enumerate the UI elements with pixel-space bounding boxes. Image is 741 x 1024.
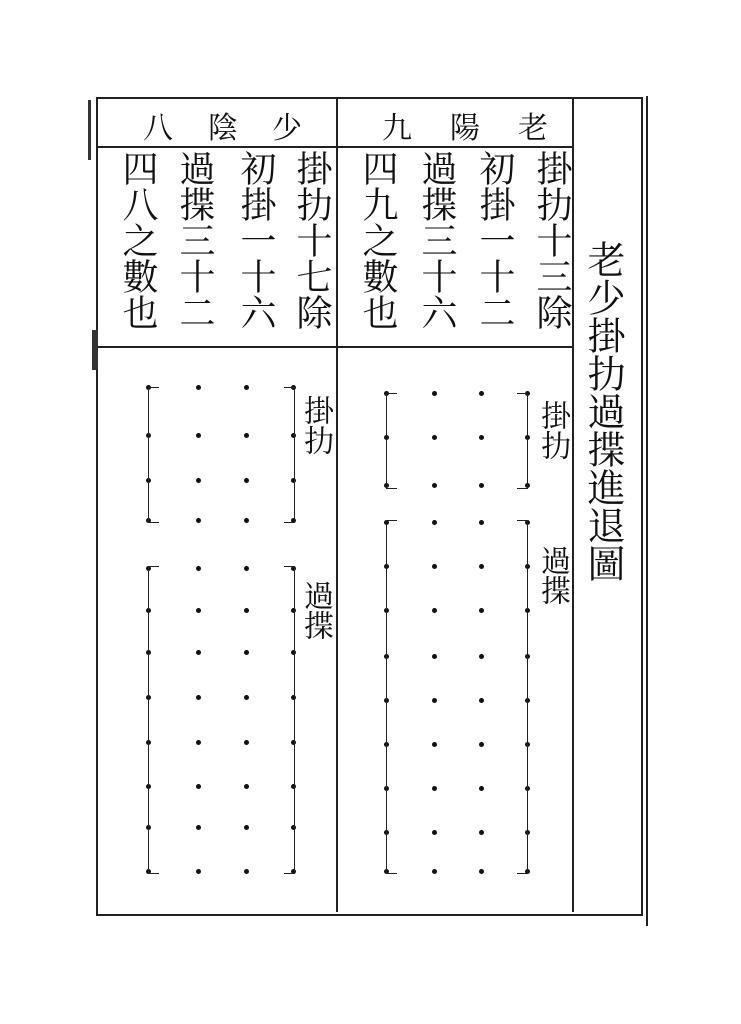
header-char: 老 bbox=[518, 111, 548, 146]
dot bbox=[479, 608, 484, 613]
text-column: 掛扐十三除 bbox=[531, 150, 572, 330]
text-column: 掛扐十七除 bbox=[291, 150, 332, 330]
bracket bbox=[386, 520, 397, 874]
dot bbox=[244, 433, 249, 438]
dot bbox=[244, 385, 249, 390]
text-column: 四九之數也 bbox=[357, 150, 398, 330]
gua-le-label: 掛扐 bbox=[298, 395, 333, 455]
dot bbox=[196, 433, 201, 438]
dot bbox=[196, 740, 201, 745]
header-char: 陽 bbox=[450, 111, 480, 146]
dot bbox=[479, 786, 484, 791]
dot bbox=[432, 742, 437, 747]
dot bbox=[432, 564, 437, 569]
dot bbox=[432, 435, 437, 440]
bracket bbox=[517, 393, 528, 489]
dot bbox=[479, 742, 484, 747]
dot bbox=[244, 740, 249, 745]
dot bbox=[479, 654, 484, 659]
margin-mark bbox=[92, 330, 98, 370]
dot bbox=[196, 566, 201, 571]
dot bbox=[196, 784, 201, 789]
dot bbox=[479, 564, 484, 569]
dot bbox=[432, 483, 437, 488]
dot bbox=[432, 654, 437, 659]
gua-le-label: 掛扐 bbox=[535, 400, 570, 460]
dot bbox=[432, 520, 437, 525]
dot bbox=[432, 391, 437, 396]
dot bbox=[244, 650, 249, 655]
bracket bbox=[148, 387, 159, 523]
header-char: 少 bbox=[272, 111, 302, 146]
guo-she-label: 過揲 bbox=[535, 545, 570, 605]
text-column: 初掛一十六 bbox=[235, 150, 276, 330]
dot bbox=[479, 869, 484, 874]
dot bbox=[432, 869, 437, 874]
dot bbox=[479, 435, 484, 440]
bracket bbox=[386, 393, 397, 489]
dot bbox=[432, 786, 437, 791]
text-column: 四八之數也 bbox=[117, 150, 158, 330]
side-title: 老少掛扐過揲進退圖 bbox=[581, 240, 625, 582]
margin-mark bbox=[88, 100, 91, 160]
dot bbox=[196, 695, 201, 700]
dot bbox=[196, 825, 201, 830]
dot bbox=[244, 869, 249, 874]
text-column: 過揲三十六 bbox=[416, 150, 457, 330]
dot bbox=[244, 695, 249, 700]
dot bbox=[196, 650, 201, 655]
dot bbox=[432, 698, 437, 703]
text-column: 初掛一十二 bbox=[474, 150, 515, 330]
dot bbox=[244, 566, 249, 571]
dot bbox=[479, 483, 484, 488]
dot bbox=[196, 518, 201, 523]
dot bbox=[244, 825, 249, 830]
bracket bbox=[517, 520, 528, 874]
dot bbox=[432, 608, 437, 613]
text-area-underline bbox=[98, 346, 572, 348]
header-char: 陰 bbox=[208, 111, 238, 146]
dot bbox=[196, 385, 201, 390]
dot bbox=[244, 608, 249, 613]
header-char: 八 bbox=[143, 111, 173, 146]
dot bbox=[244, 784, 249, 789]
text-column: 過揲三十二 bbox=[174, 150, 215, 330]
dot bbox=[479, 520, 484, 525]
dot bbox=[244, 518, 249, 523]
dot bbox=[479, 391, 484, 396]
dot bbox=[432, 830, 437, 835]
bracket bbox=[148, 566, 159, 874]
dot bbox=[479, 830, 484, 835]
header-underline bbox=[98, 146, 572, 148]
dot bbox=[244, 478, 249, 483]
dot bbox=[196, 608, 201, 613]
dot bbox=[479, 698, 484, 703]
dot bbox=[196, 869, 201, 874]
dot bbox=[196, 478, 201, 483]
header-char: 九 bbox=[382, 111, 412, 146]
bracket bbox=[284, 387, 295, 523]
outer-border-right bbox=[646, 96, 648, 926]
guo-she-label: 過揲 bbox=[298, 580, 333, 640]
bracket bbox=[284, 566, 295, 874]
